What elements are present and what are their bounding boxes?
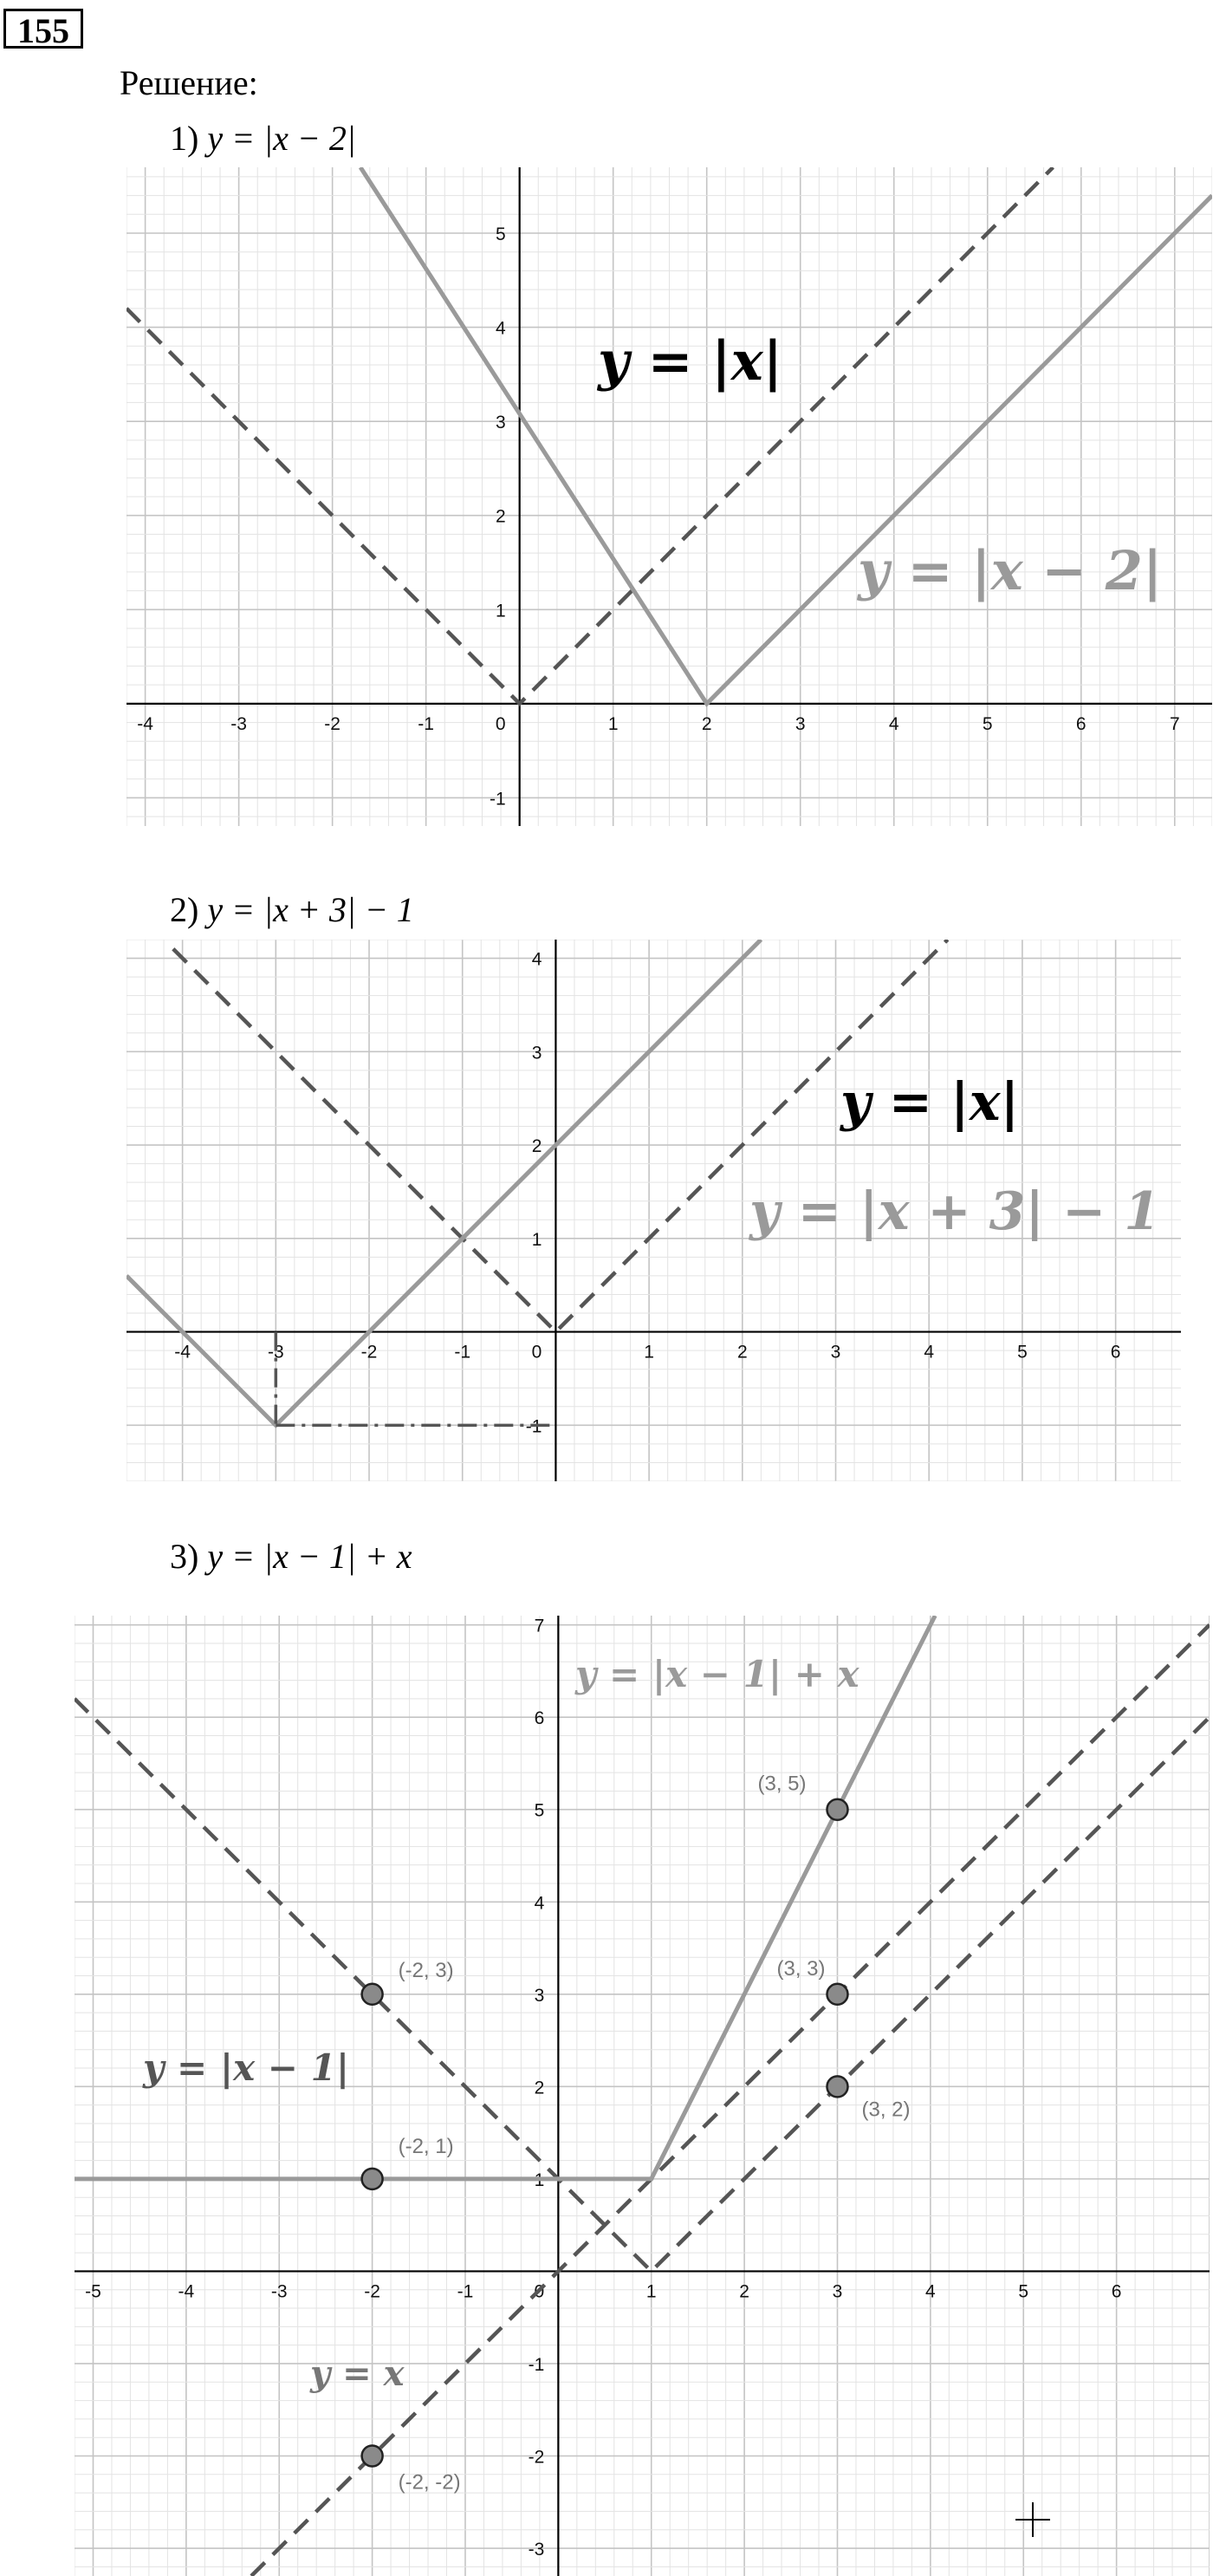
- series-label: y = x: [310, 2353, 405, 2394]
- y-tick-label: 5: [534, 1800, 545, 1821]
- x-tick-label: -2: [364, 2281, 380, 2302]
- data-point-label: (3, 5): [757, 1772, 807, 1796]
- part-1-number: 1): [170, 119, 199, 158]
- series-line: [75, 1699, 1210, 2272]
- y-tick-label: 4: [531, 949, 542, 970]
- x-tick-label: -2: [324, 713, 341, 734]
- x-tick-label: -1: [454, 1342, 471, 1363]
- x-tick-label: 1: [645, 2281, 657, 2302]
- part-3-equation: y = |x − 1| + x: [207, 1537, 412, 1576]
- chart-grid: [75, 1616, 1210, 2576]
- x-tick-label: 1: [644, 1342, 654, 1363]
- part-2-number: 2): [170, 890, 199, 929]
- series-line: [251, 1625, 1210, 2576]
- y-tick-label: 1: [534, 2169, 545, 2190]
- data-point: [362, 2446, 383, 2467]
- y-tick-label: 1: [531, 1229, 542, 1250]
- x-tick-label: 0: [495, 713, 506, 734]
- data-point: [362, 1984, 383, 2005]
- x-tick-label: 5: [1017, 1342, 1028, 1363]
- y-tick-label: 6: [534, 1708, 545, 1729]
- y-tick-label: -2: [528, 2447, 545, 2468]
- series-label: y = |x − 1| + x: [575, 1653, 859, 1695]
- x-tick-label: 2: [701, 713, 712, 734]
- series-line: [75, 1616, 935, 2179]
- x-tick-label: 6: [1075, 713, 1087, 734]
- x-tick-label: 6: [1111, 2281, 1122, 2302]
- x-tick-label: 0: [534, 2281, 545, 2302]
- x-tick-label: -3: [230, 713, 247, 734]
- y-tick-label: 3: [495, 413, 506, 433]
- data-point-label: (3, 2): [861, 2098, 911, 2122]
- chart-1: [126, 167, 1212, 826]
- x-tick-label: 4: [925, 2281, 936, 2302]
- x-tick-label: -5: [85, 2281, 101, 2302]
- series-label: y = |x|: [598, 329, 783, 393]
- x-tick-label: 5: [1018, 2281, 1029, 2302]
- y-tick-label: 3: [534, 1985, 545, 2006]
- data-point: [362, 2169, 383, 2189]
- x-tick-label: -3: [267, 1342, 284, 1363]
- x-tick-label: 7: [1169, 713, 1180, 734]
- y-tick-label: 4: [534, 1893, 545, 1914]
- y-tick-label: 2: [534, 2078, 545, 2098]
- x-tick-label: 2: [736, 1342, 748, 1363]
- y-tick-label: -1: [525, 1416, 542, 1437]
- y-tick-label: 2: [531, 1136, 542, 1157]
- series-line: [126, 167, 1053, 704]
- series-label: y = |x − 2|: [858, 539, 1163, 602]
- series-label: y = |x + 3| − 1: [749, 1181, 1160, 1242]
- part-2-equation: y = |x + 3| − 1: [207, 890, 414, 929]
- x-tick-label: 5: [982, 713, 993, 734]
- x-tick-label: 2: [739, 2281, 749, 2302]
- series-line: [360, 167, 1212, 704]
- y-tick-label: 3: [531, 1043, 542, 1064]
- chart-3: [75, 1616, 1210, 2576]
- x-tick-label: 4: [888, 713, 899, 734]
- series-label: y = |x − 1|: [143, 2046, 350, 2089]
- part-3-number: 3): [170, 1537, 199, 1576]
- x-tick-label: -4: [137, 713, 153, 734]
- y-tick-label: 1: [495, 601, 506, 621]
- x-tick-label: 1: [607, 713, 619, 734]
- x-tick-label: -3: [270, 2281, 288, 2302]
- data-point-label: (3, 3): [776, 1956, 826, 1981]
- x-tick-label: 6: [1110, 1342, 1121, 1363]
- x-tick-label: 3: [830, 1342, 841, 1363]
- data-point: [827, 2076, 847, 2097]
- x-tick-label: -2: [360, 1342, 378, 1363]
- x-tick-label: -4: [174, 1342, 191, 1363]
- x-tick-label: 4: [924, 1342, 935, 1363]
- data-point-label: (-2, -2): [398, 2470, 461, 2495]
- y-tick-label: 2: [495, 506, 506, 527]
- y-tick-label: 7: [534, 1616, 545, 1636]
- chart-grid: [126, 167, 1212, 826]
- x-tick-label: -1: [457, 2281, 474, 2302]
- x-tick-label: -4: [178, 2281, 195, 2302]
- chart-2: [126, 940, 1181, 1481]
- problem-number: 155: [3, 9, 83, 49]
- data-point: [827, 1984, 847, 2005]
- series-label: y = |x|: [840, 1072, 1020, 1133]
- data-point-label: (-2, 1): [398, 2134, 454, 2158]
- x-tick-label: 3: [795, 713, 806, 734]
- x-tick-label: 0: [531, 1342, 542, 1363]
- y-tick-label: -1: [489, 789, 506, 810]
- series-line: [173, 940, 948, 1332]
- solution-label: Решение:: [120, 63, 258, 102]
- y-tick-label: -1: [528, 2354, 545, 2375]
- data-point-label: (-2, 3): [398, 1958, 454, 1982]
- x-tick-label: -1: [418, 713, 434, 734]
- part-1-equation: y = |x − 2|: [207, 119, 356, 158]
- x-tick-label: 3: [832, 2281, 843, 2302]
- data-point: [827, 1799, 847, 1820]
- y-tick-label: 5: [495, 224, 506, 244]
- y-tick-label: -3: [528, 2540, 545, 2560]
- y-tick-label: 4: [495, 318, 506, 339]
